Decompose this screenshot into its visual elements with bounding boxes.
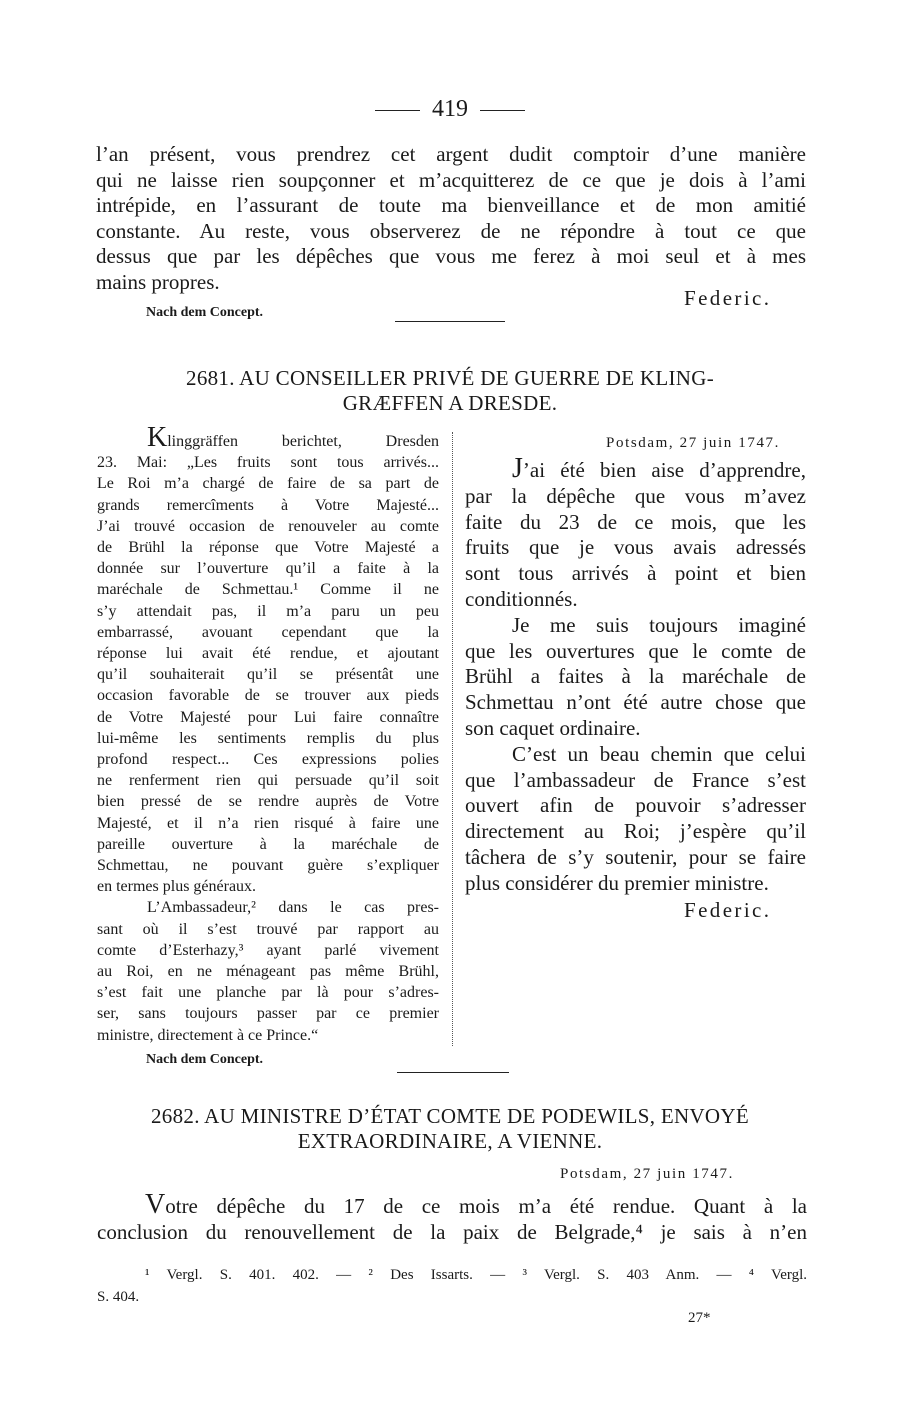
- intro-line: qui ne laisse rien soupçonner et m’acquitterez de ce que je dois à l’ami: [96, 167, 806, 192]
- letter-line: par la dépêche que vous m’avez: [465, 483, 806, 508]
- intro-line: l’an présent, vous prendrez cet argent dudit comptoir d’une manière: [96, 142, 806, 166]
- intro-line: constante. Au reste, vous observerez de ne répondre à tout ce que: [96, 218, 806, 243]
- letter-line: ouvert afin de pouvoir s’adresser: [465, 793, 806, 818]
- summary-line: lui-même les sentiments remplis du plus: [97, 729, 439, 747]
- letter-2682-heading: [0, 1104, 900, 1154]
- summary-line: linggräffen berichtet, Dresden: [167, 433, 439, 450]
- footnote-line: ¹ Vergl. S. 401. 402. — ² Des Issarts. — ³ Vergl. S. 403 Anm. — ⁴ Vergl.: [145, 1267, 807, 1283]
- letter-line: faite du 23 de ce mois, que les: [465, 509, 806, 534]
- letter-2682-line: otre dépêche du 17 de ce mois m’a été rendue. Quant à la: [165, 1194, 807, 1218]
- letter-2681-heading-line2: GRÆFFEN A DRESDE.: [342, 391, 558, 415]
- letter-line: ’ai été bien aise d’apprendre,: [522, 458, 806, 482]
- letter-line: conditionnés.: [465, 586, 578, 611]
- letter-2682-line: conclusion du renouvellement de la paix de Belgrade,⁴ je sais à n’en: [97, 1219, 807, 1244]
- summary-line: 23. Mai: „Les fruits sont tous arrivés...: [97, 454, 439, 472]
- summary-line: occasion favorable de se trouver aux pieds: [97, 687, 439, 705]
- summary-line: L’Ambassadeur,² dans le cas pres-: [147, 899, 439, 917]
- page-number-text: 419: [432, 96, 468, 122]
- summary-line: Schmettau, ne pouvant guère s’expliquer: [97, 857, 439, 875]
- letter-line: tâchera de s’y soutenir, pour se faire: [465, 844, 806, 869]
- footnotes: [97, 1264, 807, 1308]
- letter-2682-body: [97, 1189, 807, 1246]
- letter-line: que l’ambassadeur de France s’est: [465, 767, 806, 792]
- summary-line: s’y attendait pas, il m’a paru un peu: [97, 602, 439, 620]
- summary-first-line: [97, 422, 439, 453]
- letter-line: fruits que je vous avais adressés: [465, 535, 806, 560]
- summary-line: ministre, directement à ce Prince.“: [97, 1026, 319, 1044]
- summary-line: pareille ouverture à la maréchale de: [97, 835, 439, 853]
- intro-source-note: Nach dem Concept.: [146, 305, 264, 320]
- summary-line: en termes plus généraux.: [97, 878, 257, 896]
- letter-2682-heading-line1: 2682. AU MINISTRE D’ÉTAT COMTE DE PODEWILS, ENVOYÉ: [151, 1104, 749, 1128]
- page-number-dash-right: [480, 110, 525, 111]
- footnote-line: S. 404.: [97, 1289, 140, 1305]
- letter-2682-heading-line2: EXTRAORDINAIRE, A VIENNE.: [297, 1129, 603, 1153]
- summary-line: bien pressé de se rendre auprès de Votre: [97, 793, 439, 811]
- letter-line: sont tous arrivés à point et bien: [465, 561, 806, 586]
- intro-line: dessus que par les dépêches que vous me ferez à moi seul et à mes: [96, 244, 806, 269]
- letter-line: C’est un beau chemin que celui: [512, 741, 806, 766]
- summary-line: donnée sur l’ouverture qu’il a faite à la: [97, 560, 439, 578]
- section-rule: [395, 321, 505, 322]
- summary-line: sant où il s’est trouvé par rapport au: [97, 920, 439, 938]
- letter-line: Brühl a faites à la maréchale de: [465, 664, 806, 689]
- summary-line: maréchale de Schmettau.¹ Comme il ne: [97, 581, 439, 599]
- summary-line: embarrassé, avouant cependant que la: [97, 623, 439, 641]
- summary-line: réponse lui avait été rendue, et ajoutant: [97, 645, 439, 663]
- letter-dropcap: J: [512, 453, 523, 484]
- letter-2681-heading-line1: 2681. AU CONSEILLER PRIVÉ DE GUERRE DE KLING-: [186, 366, 714, 390]
- intro-line: intrépide, en l’assurant de toute ma bienveillance et de mon amitié: [96, 193, 806, 218]
- letter-2681-heading: [0, 366, 900, 416]
- summary-line: ser, sans toujours passer par ce premier: [97, 1005, 439, 1023]
- summary-line: de Brühl la réponse que Votre Majesté a: [97, 539, 439, 557]
- letter-2682-dateline: Potsdam, 27 juin 1747.: [560, 1166, 734, 1182]
- letter-line: Je me suis toujours imaginé: [512, 612, 806, 637]
- column-divider: [452, 432, 453, 1046]
- letter-line: Schmettau n’ont été autre chose que: [465, 690, 806, 715]
- letter-2681-source-note: Nach dem Concept.: [146, 1052, 264, 1067]
- section-rule: [397, 1072, 509, 1073]
- summary-line: de Votre Majesté pour Lui faire connaître: [97, 708, 439, 726]
- intro-signature: Federic.: [684, 286, 772, 310]
- page-number: [0, 96, 900, 123]
- summary-line: qu’il souhaiterait qu’il se présentât une: [97, 666, 439, 684]
- summary-line: grands remercîments à Votre Majesté...: [97, 496, 439, 514]
- letter-line: que les ouvertures que le comte de: [465, 638, 806, 663]
- letter-2681-body: [465, 432, 806, 897]
- intro-paragraph: [96, 142, 806, 296]
- summary-line: s’est fait une planche par là pour s’adres-: [97, 984, 439, 1002]
- letter-line: son caquet ordinaire.: [465, 715, 641, 740]
- summary-dropcap: K: [147, 422, 168, 453]
- summary-line: J’ai trouvé occasion de renouveler au comte: [97, 517, 439, 535]
- letter-2682-first-line: [97, 1189, 807, 1220]
- summary-line: Majesté, et il n’a rien risqué à faire une: [97, 814, 439, 832]
- letter-first-line: [465, 453, 806, 484]
- letter-2681-dateline: Potsdam, 27 juin 1747.: [606, 435, 780, 451]
- letter-2681-signature: Federic.: [684, 898, 772, 922]
- page-number-dash-left: [375, 110, 420, 111]
- letter-2681-summary: [97, 422, 439, 1046]
- summary-line: profond respect... Ces expressions polies: [97, 751, 439, 769]
- letter-2682-dropcap: V: [145, 1189, 166, 1220]
- letter-line: plus considérer du premier ministre.: [465, 870, 769, 895]
- summary-line: Le Roi m’a chargé de faire de sa part de: [97, 475, 439, 493]
- summary-line: comte d’Esterhazy,³ ayant parlé vivement: [97, 941, 439, 959]
- summary-line: au Roi, en ne ménageant pas même Brühl,: [97, 963, 439, 981]
- summary-line: ne renferment rien qui persuade qu’il soit: [97, 772, 439, 790]
- signature-mark: 27*: [688, 1310, 711, 1326]
- letter-line: directement au Roi; j’espère qu’il: [465, 819, 806, 844]
- intro-line: mains propres.: [96, 269, 220, 294]
